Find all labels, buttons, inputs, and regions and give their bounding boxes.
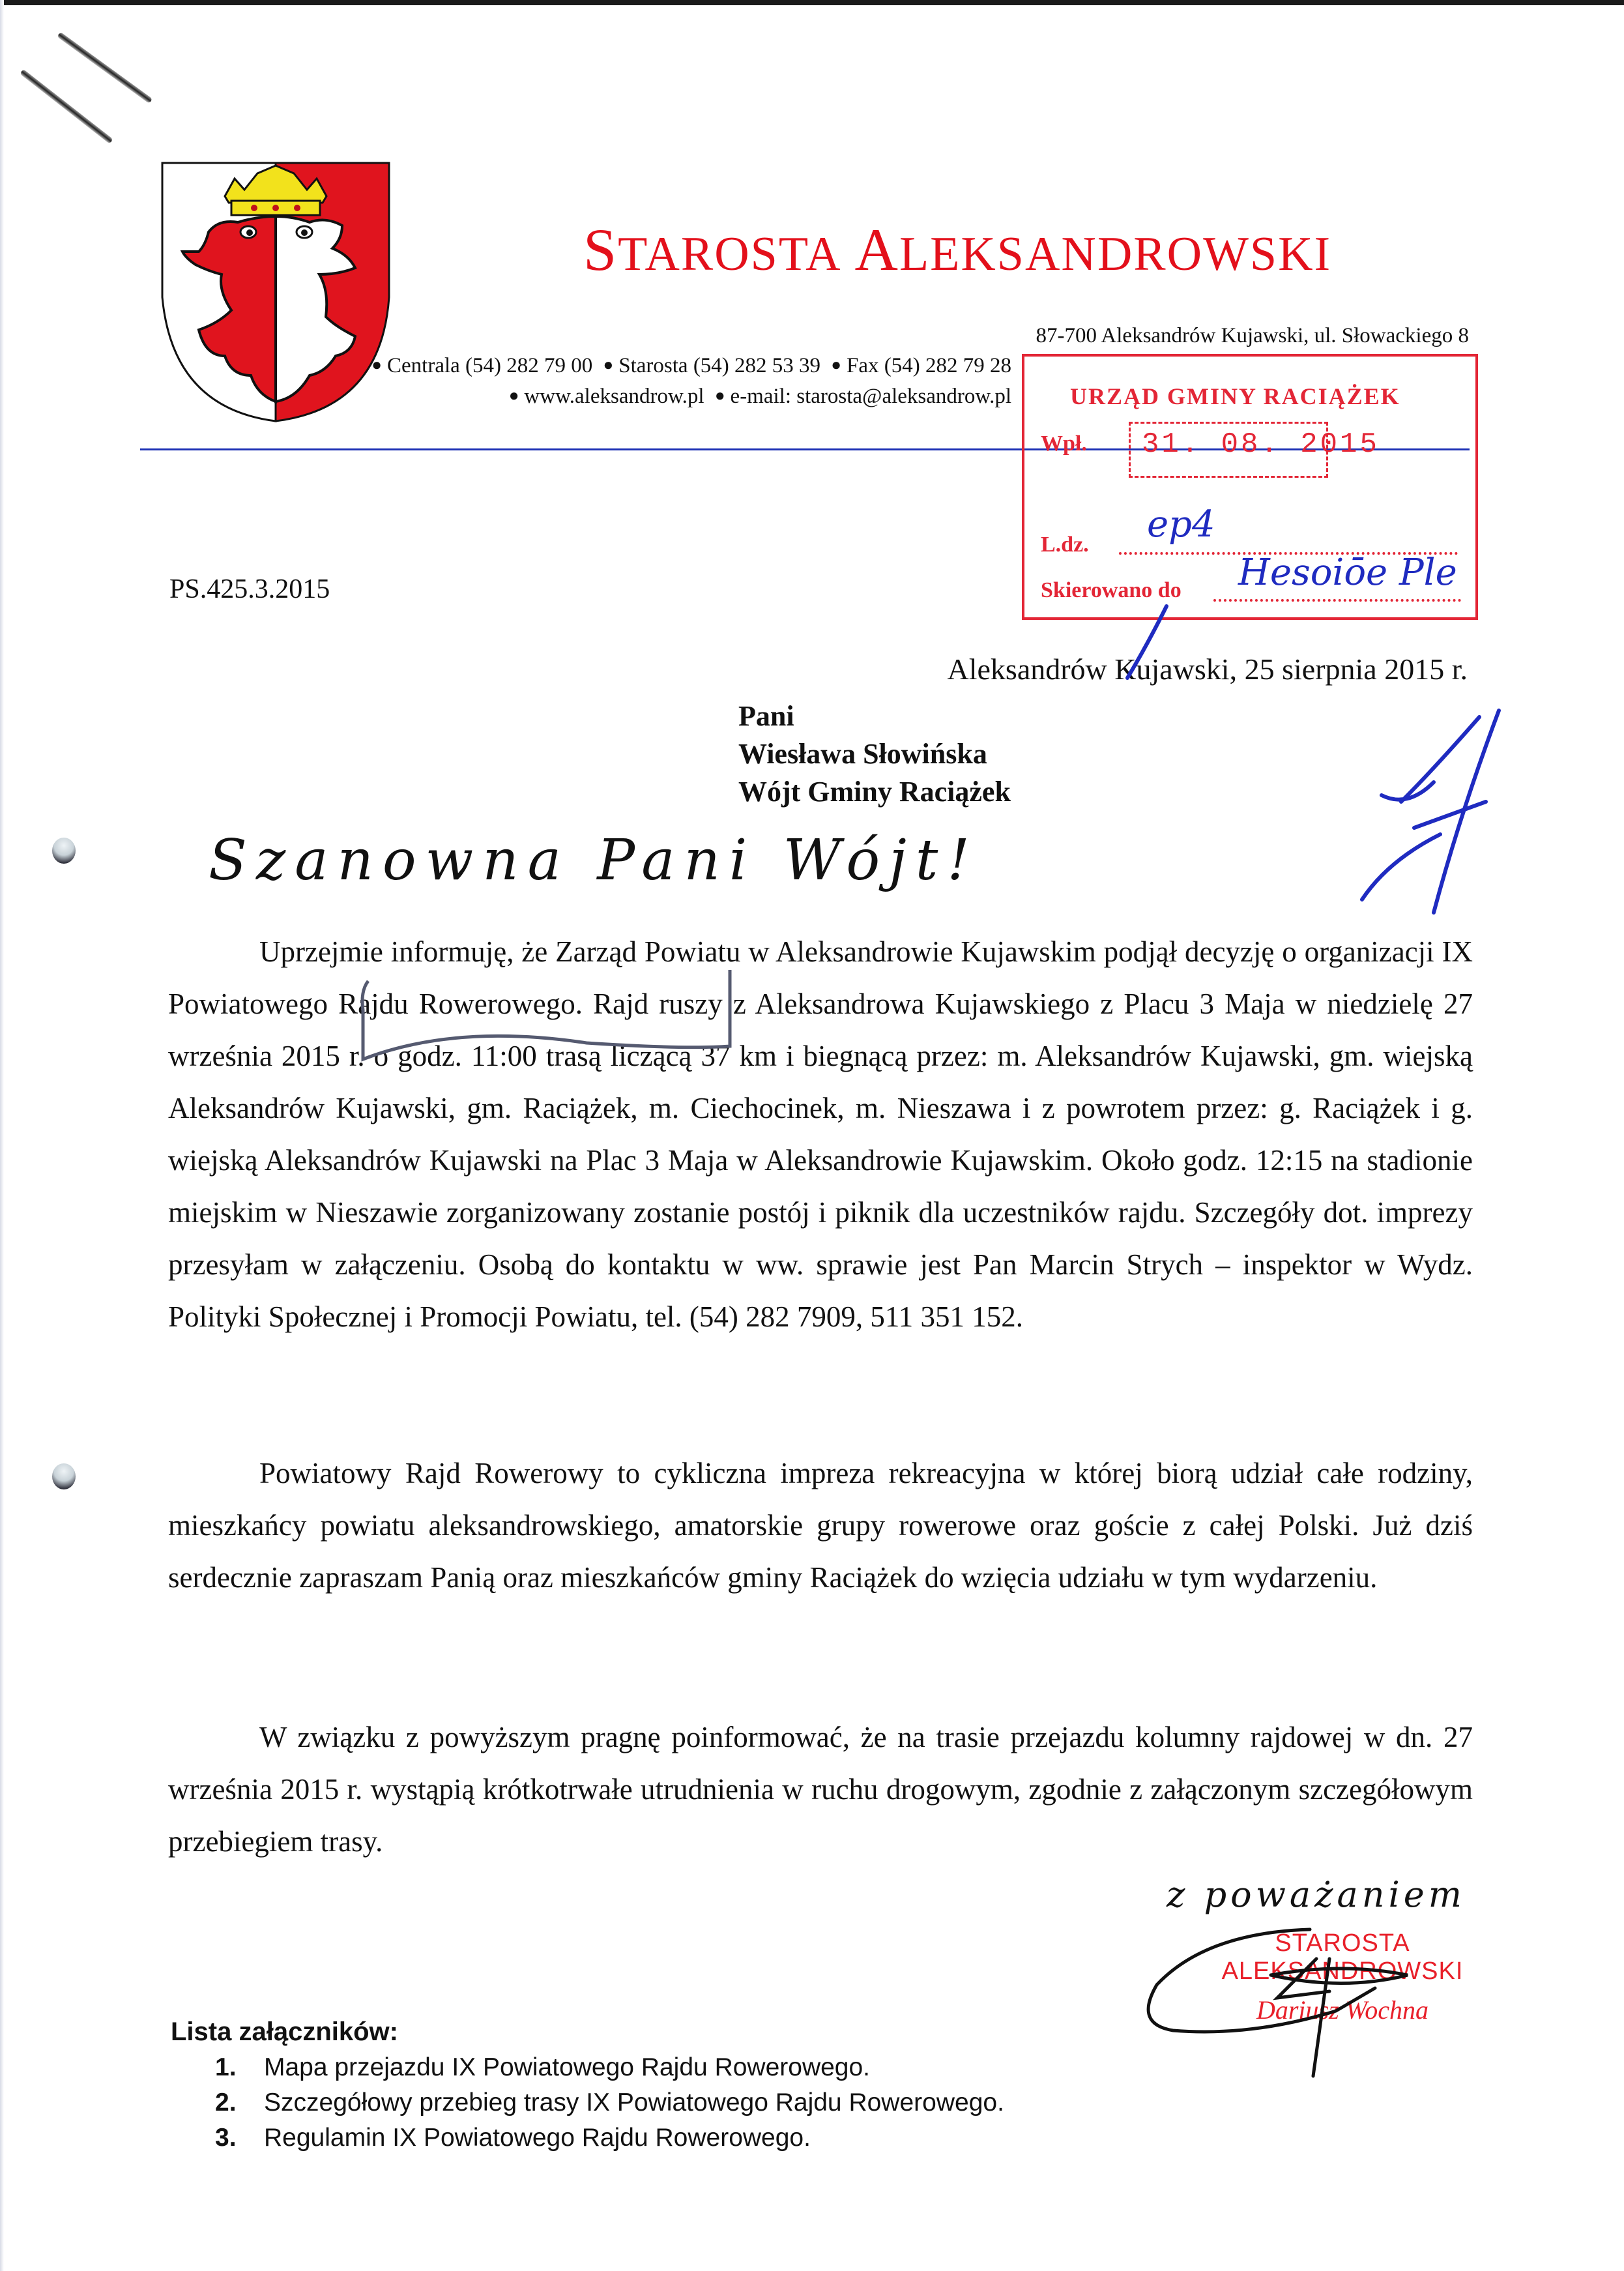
stamp-directed-line (1213, 599, 1461, 602)
email-link[interactable]: e-mail: starosta@aleksandrow.pl (730, 385, 1011, 408)
title-word: TAROSTA (618, 227, 842, 281)
phone-central: Centrala (54) 282 79 00 (387, 354, 593, 377)
paragraph-text: Powiatowy Rajd Rowerowy to cykliczna impreza rekreacyjna w której biorą udział całe rodziny, mieszkańcy powiatu aleksandrowskiego, amatorskie grupy rowerowe oraz goście z całej Polski. Już dziś serdecznie zapraszam Panią oraz mieszkańców gminy Raciążek do wzięcia udziału w tym wydarzeniu. (168, 1457, 1473, 1594)
attachments-list (215, 2050, 1004, 2156)
addressee-name: Wiesława Słowińska (738, 738, 987, 770)
hole-punch-icon (52, 1463, 76, 1489)
attachment-number: 2. (215, 2088, 237, 2117)
letterhead-phones (366, 354, 1011, 378)
scan-edge (0, 0, 1624, 5)
addressee-block (738, 697, 1011, 811)
addressee-title: Pani (738, 700, 794, 732)
addressee-position: Wójt Gminy Raciążek (738, 776, 1011, 808)
title-word: LEKSANDROWSKI (899, 227, 1332, 281)
stamp-directed-label: Skierowano do (1041, 578, 1182, 602)
attachment-number: 1. (215, 2053, 237, 2081)
paragraph-text: Uprzejmie informuję, że Zarząd Powiatu w Aleksandrowie Kujawskim podjął decyzję o organizacji IX Powiatowego Rajdu Rowerowego. Rajd ruszy z Aleksandrowa Kujawskiego z Placu 3 Maja w niedzielę 27 września 2015 r. o godz. 11:00 trasą liczącą 37 km i biegnącą przez: m. Aleksandrów Kujawski, gm. wiejską Aleksandrów Kujawski, gm. Raciążek, m. Ciechocinek, m. Nieszawa i z powrotem przez: g. Raciążek i g. wiejską Aleksandrów Kujawski na Plac 3 Maja w Aleksandrowie Kujawskim. Około godz. 12:15 na stadionie miejskim w Nieszawie zorganizowany zostanie postój i piknik dla uczestników rajdu. Szczegóły dot. imprezy przesyłam w załączeniu. Osobą do kontaktu w ww. sprawie jest Pan Marcin Strych – inspektor w Wydz. Polityki Społecznej i Promocji Powiatu, tel. (54) 282 7909, 511 351 152. (168, 935, 1473, 1333)
letterhead-title (583, 215, 1331, 284)
attachment-item (215, 2085, 1004, 2120)
stamp-received-label: Wpł. (1041, 432, 1087, 456)
attachment-text: Szczegółowy przebieg trasy IX Powiatowego Rajdu Rowerowego. (264, 2088, 1004, 2117)
stamp-received-date: 31. 08. 2015 (1142, 428, 1380, 461)
stamp-office-name: URZĄD GMINY RACIĄŻEK (1070, 383, 1400, 409)
handwritten-ldz-number: ep4 (1147, 503, 1215, 546)
attachment-text: Mapa przejazdu IX Powiatowego Rajdu Rowerowego. (264, 2053, 871, 2081)
letterhead-address: 87-700 Aleksandrów Kujawski, ul. Słowackiego 8 (1036, 324, 1469, 347)
coat-of-arms-logo (160, 160, 392, 422)
blue-approval-signature (1362, 711, 1499, 913)
body-paragraph (168, 1711, 1473, 1868)
scan-edge-left (0, 0, 4, 2271)
stamp-ldz-label: L.dz. (1041, 533, 1089, 557)
title-initial: A (854, 216, 899, 283)
body-paragraph (168, 1447, 1473, 1604)
signature-stamp-name: Dariusz Wochna (1256, 1995, 1429, 2025)
body-paragraph (168, 926, 1473, 1343)
staple-icon (57, 32, 152, 104)
handwritten-salutation: Szanowna Pani Wójt! (209, 828, 979, 893)
bullet-icon: ● (371, 355, 383, 374)
attachment-text: Regulamin IX Powiatowego Rajdu Rowerowego. (264, 2124, 811, 2152)
website-link[interactable]: www.aleksandrow.pl (524, 385, 704, 408)
attachment-item (215, 2120, 1004, 2156)
fax-number: Fax (54) 282 79 28 (847, 354, 1011, 377)
bullet-icon: ● (831, 355, 842, 374)
hole-punch-icon (52, 838, 76, 864)
attachment-item (215, 2050, 1004, 2085)
phone-starosta: Starosta (54) 282 53 39 (618, 354, 821, 377)
attachments-heading: Lista załączników: (171, 2017, 398, 2046)
reference-number: PS.425.3.2015 (169, 574, 330, 604)
signature-stamp-line2: ALEKSANDROWSKI (1221, 1957, 1464, 1985)
letterhead-web (504, 385, 1011, 409)
signature-stamp-line1: STAROSTA (1275, 1929, 1410, 1957)
handwritten-directed-to: Hesoiōe Ple (1238, 551, 1457, 594)
handwritten-closing: z poważaniem (1167, 1874, 1466, 1915)
signature-stamp (1219, 1929, 1466, 2025)
place-and-date: Aleksandrów Kujawski, 25 sierpnia 2015 r. (947, 652, 1468, 686)
attachment-number: 3. (215, 2124, 237, 2152)
bullet-icon: ● (714, 386, 725, 405)
bullet-icon: ● (508, 386, 519, 405)
staple-icon (20, 69, 113, 144)
bullet-icon: ● (603, 355, 614, 374)
title-initial: S (583, 216, 618, 283)
paragraph-text: W związku z powyższym pragnę poinformować, że na trasie przejazdu kolumny rajdowej w dn. 27 września 2015 r. wystąpią krótkotrwałe utrudnienia w ruchu drogowym, zgodnie z załączonym szczegółowym przebiegiem trasy. (168, 1721, 1473, 1858)
